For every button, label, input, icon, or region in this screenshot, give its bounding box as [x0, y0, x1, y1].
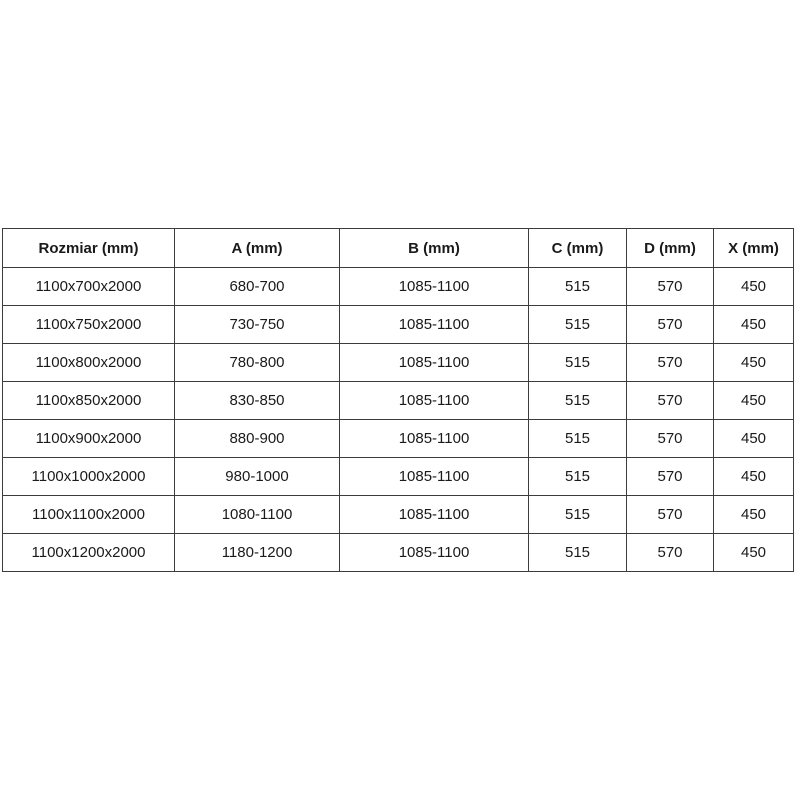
column-header-rozmiar: Rozmiar (mm) [3, 229, 175, 268]
table-cell: 1080-1100 [175, 496, 340, 534]
table-cell: 515 [529, 534, 627, 572]
table-cell: 1100x1000x2000 [3, 458, 175, 496]
table-cell: 515 [529, 496, 627, 534]
table-row [3, 344, 794, 382]
table-row [3, 382, 794, 420]
table-cell: 1100x700x2000 [3, 268, 175, 306]
table-cell: 1100x850x2000 [3, 382, 175, 420]
table-cell: 570 [627, 458, 714, 496]
table-cell: 450 [714, 344, 794, 382]
table-cell: 570 [627, 268, 714, 306]
table-cell: 1085-1100 [340, 268, 529, 306]
table-cell: 450 [714, 420, 794, 458]
table-row [3, 306, 794, 344]
column-header-a: A (mm) [175, 229, 340, 268]
table-cell: 450 [714, 306, 794, 344]
table-cell: 1100x900x2000 [3, 420, 175, 458]
table-cell: 515 [529, 344, 627, 382]
column-header-b: B (mm) [340, 229, 529, 268]
table-cell: 680-700 [175, 268, 340, 306]
table-cell: 515 [529, 420, 627, 458]
column-header-d: D (mm) [627, 229, 714, 268]
table-cell: 780-800 [175, 344, 340, 382]
table-row [3, 268, 794, 306]
table-cell: 450 [714, 268, 794, 306]
table-cell: 570 [627, 420, 714, 458]
table-cell: 980-1000 [175, 458, 340, 496]
table-cell: 1085-1100 [340, 420, 529, 458]
table-row [3, 496, 794, 534]
table-cell: 1085-1100 [340, 496, 529, 534]
column-header-c: C (mm) [529, 229, 627, 268]
table-cell: 730-750 [175, 306, 340, 344]
table-cell: 450 [714, 496, 794, 534]
table-cell: 570 [627, 382, 714, 420]
table-cell: 515 [529, 382, 627, 420]
table-cell: 450 [714, 458, 794, 496]
table-cell: 450 [714, 534, 794, 572]
table-cell: 1100x1200x2000 [3, 534, 175, 572]
table-cell: 570 [627, 344, 714, 382]
table-cell: 450 [714, 382, 794, 420]
table-header-row [3, 229, 794, 268]
table-cell: 570 [627, 306, 714, 344]
table-cell: 880-900 [175, 420, 340, 458]
table-cell: 570 [627, 496, 714, 534]
table-cell: 1100x1100x2000 [3, 496, 175, 534]
table-cell: 830-850 [175, 382, 340, 420]
table-row [3, 420, 794, 458]
table-row [3, 534, 794, 572]
table-cell: 1100x800x2000 [3, 344, 175, 382]
table-cell: 1085-1100 [340, 458, 529, 496]
table-cell: 1100x750x2000 [3, 306, 175, 344]
table-body [3, 268, 794, 572]
table-cell: 1085-1100 [340, 534, 529, 572]
table-cell: 1180-1200 [175, 534, 340, 572]
column-header-x: X (mm) [714, 229, 794, 268]
table-cell: 1085-1100 [340, 344, 529, 382]
table-cell: 515 [529, 458, 627, 496]
table-row [3, 458, 794, 496]
table-cell: 1085-1100 [340, 382, 529, 420]
dimension-spec-table [2, 228, 794, 572]
table-cell: 515 [529, 306, 627, 344]
table-cell: 515 [529, 268, 627, 306]
table-cell: 1085-1100 [340, 306, 529, 344]
table-cell: 570 [627, 534, 714, 572]
